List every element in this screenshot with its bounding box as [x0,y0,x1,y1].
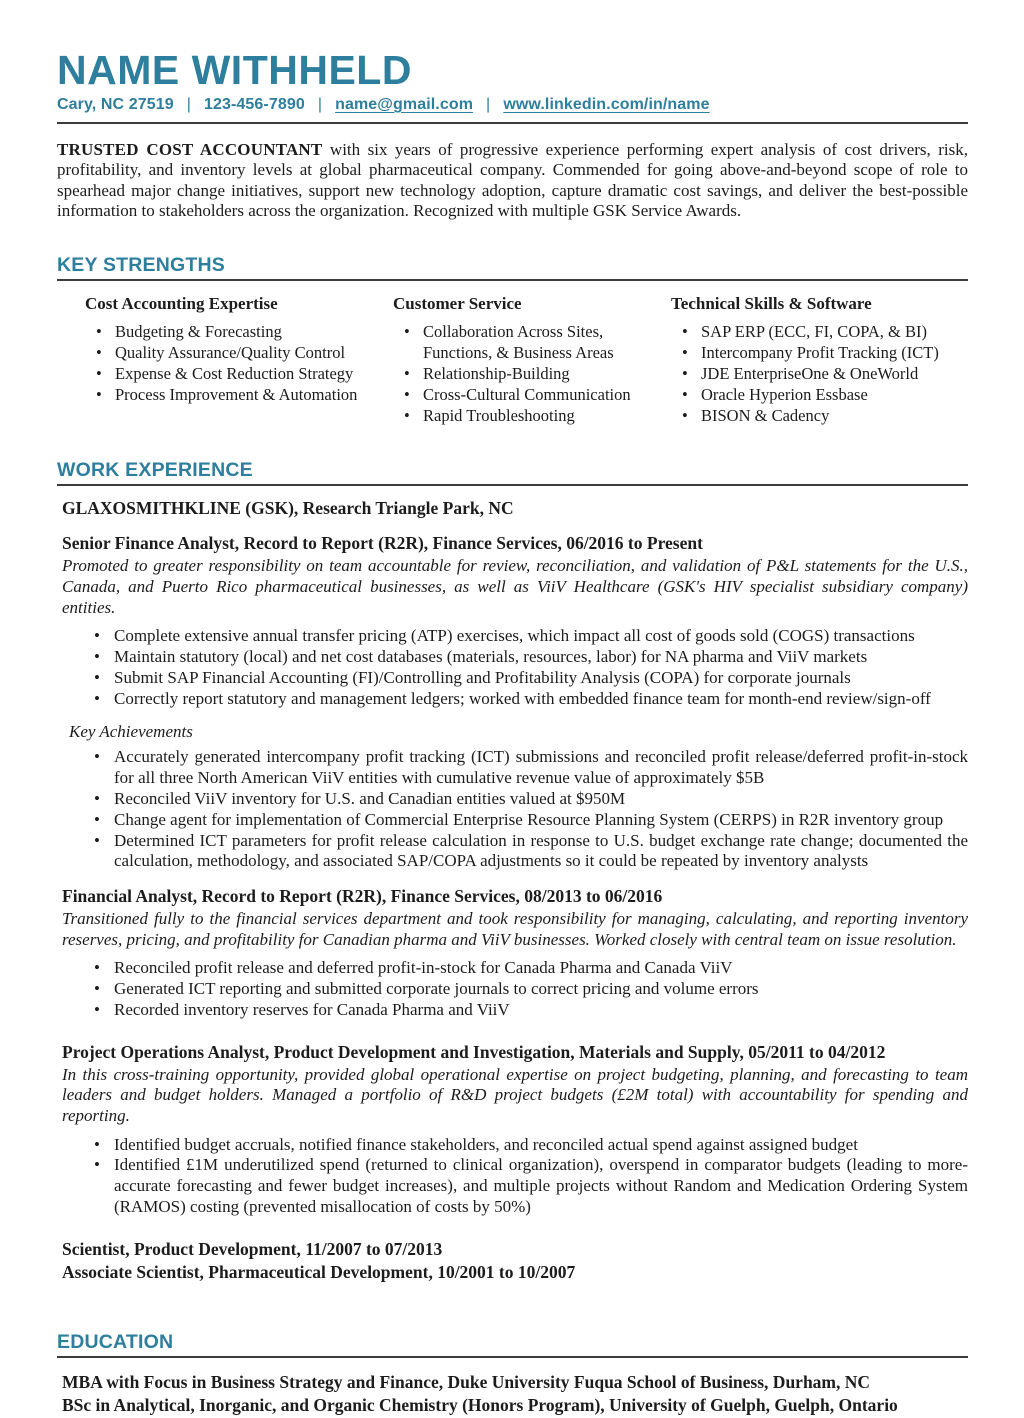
strength-item: • Intercompany Profit Tracking (ICT) [671,342,968,363]
job-bullet: • Submit SAP Financial Accounting (FI)/Controlling and Profitability Analysis (COPA) for corporate journals [92,668,968,689]
strength-item: • Expense & Cost Reduction Strategy [85,363,393,384]
company-line: GLAXOSMITHKLINE (GSK), Research Triangle Park, NC [62,498,514,519]
degree-line: BSc in Analytical, Inorganic, and Organic Chemistry (Honors Program), University of Guelph, Guelph, Ontario [62,1395,898,1416]
strengths-grid [57,294,968,426]
phone-text: 123-456-7890 [204,95,305,113]
job-bullet: • Correctly report statutory and management ledgers; worked with embedded finance team for month-end review/sign-off [92,689,968,710]
summary-lead: TRUSTED COST ACCOUNTANT [57,139,323,159]
strengths-column-cost-accounting [85,294,393,426]
job-bullet: • Identified budget accruals, notified finance stakeholders, and reconciled actual spend against assigned budget [92,1135,968,1156]
job-bullet: • Identified £1M underutilized spend (returned to clinical organization), overspend in comparator budgets (leading to more-accurate forecasting and fewer budget increases), and multiple projects without Random and Medication Ordering System (RAMOS) costing (prevented misallocation of costs by 50%) [92,1155,968,1217]
degree-line: MBA with Focus in Business Strategy and Finance, Duke University Fuqua School of Business, Durham, NC [62,1371,871,1392]
role-line: Associate Scientist, Pharmaceutical Development, 10/2001 to 10/2007 [62,1262,576,1283]
job-bullet-list [92,626,968,709]
contact-line [57,96,968,114]
job-bullet: • Generated ICT reporting and submitted corporate journals to correct pricing and volume errors [92,979,968,1000]
strength-item: • JDE EnterpriseOne & OneWorld [671,363,968,384]
job-bullet: • Complete extensive annual transfer pricing (ATP) exercises, which impact all cost of goods sold (COGS) transactions [92,626,968,647]
column-heading: Technical Skills & Software [671,294,872,314]
strength-item: • Cross-Cultural Communication [393,384,671,405]
job-financial-analyst [57,886,968,1021]
job-title: Senior Finance Analyst, Record to Report (R2R), Finance Services, 06/2016 to Present [62,533,703,554]
location-text: Cary, NC 27519 [57,95,174,113]
job-bullet: • Maintain statutory (local) and net cost databases (materials, resources, labor) for NA pharma and ViiV markets [92,647,968,668]
job-description: Transitioned fully to the financial services department and took responsibility for managing, calculating, and reporting inventory reserves, pricing, and profitability for Canadian pharma and ViiV businesses. Worked closely with central team on issue resolution. [62,909,968,949]
section-divider [57,279,968,281]
header-divider [57,122,968,124]
summary-text: with six years of progressive experience performing expert analysis of cost drivers, risk, profitability, and inventory levels at global pharmaceutical company. Commended for going above-and-beyond scope of role to spearhead major change initiatives, support new technology adoption, capture dramatic cost savings, and deliver the best-possible information to stakeholders across the organization. Recognized with multiple GSK Service Awards. [57,139,968,221]
other-roles [57,1238,968,1285]
header [57,47,968,124]
column-heading: Cost Accounting Expertise [85,294,278,314]
key-strengths-title: KEY STRENGTHS [57,254,226,277]
achievements-list [92,747,968,872]
summary-paragraph [57,140,968,222]
achievement-bullet: • Change agent for implementation of Commercial Enterprise Resource Planning System (CERPS) in R2R inventory group [92,810,968,831]
job-bullet-list [92,958,968,1020]
strength-item: • SAP ERP (ECC, FI, COPA, & BI) [671,321,968,342]
key-achievements-label: Key Achievements [69,722,193,742]
separator: | [186,95,191,113]
section-divider [57,1356,968,1358]
role-line: Scientist, Product Development, 11/2007 to 07/2013 [62,1238,443,1259]
strength-item: • Budgeting & Forecasting [85,321,393,342]
strengths-column-customer-service [393,294,671,426]
job-bullet: • Reconciled profit release and deferred profit-in-stock for Canada Pharma and Canada ViiV [92,958,968,979]
achievement-bullet: • Accurately generated intercompany profit tracking (ICT) submissions and reconciled profit release/deferred profit-in-stock for all three North American ViiV entities with cumulative revenue value of approximately $5B [92,747,968,789]
strength-item: • Collaboration Across Sites, Functions, & Business Areas [393,321,671,363]
section-education [57,1331,968,1418]
separator: | [317,95,323,113]
separator: | [486,95,491,113]
section-work-experience [57,459,968,1284]
job-description: In this cross-training opportunity, provided global operational expertise on project budgeting, planning, and forecasting to team leaders and budget holders. Managed a portfolio of R&D project budgets (£2M total) with accountability for spending and reporting. [62,1064,968,1125]
strengths-list [671,321,968,426]
strengths-list [85,321,393,405]
section-key-strengths [57,254,968,426]
section-divider [57,484,968,486]
column-heading: Customer Service [393,294,522,314]
linkedin-link[interactable]: www.linkedin.com/in/name [503,95,710,113]
key-achievements-block [57,722,968,872]
strengths-list [393,321,671,426]
strength-item: • Process Improvement & Automation [85,384,393,405]
job-title: Project Operations Analyst, Product Development and Investigation, Materials and Supply, 05/2011 to 04/2012 [62,1041,886,1062]
strength-item: • Relationship-Building [393,363,671,384]
email-link[interactable]: name@gmail.com [335,95,474,113]
job-bullet: • Recorded inventory reserves for Canada Pharma and ViiV [92,1000,968,1021]
strength-item: • Oracle Hyperion Essbase [671,384,968,405]
strength-item: • BISON & Cadency [671,405,968,426]
achievement-bullet: • Reconciled ViiV inventory for U.S. and Canadian entities valued at $950M [92,789,968,810]
education-title: EDUCATION [57,1330,174,1353]
job-project-operations-analyst [57,1042,968,1218]
page-title: NAME WITHHELD [57,47,412,93]
job-bullet-list [92,1135,968,1218]
job-title: Financial Analyst, Record to Report (R2R), Finance Services, 08/2013 to 06/2016 [62,886,663,907]
work-experience-title: WORK EXPERIENCE [57,459,253,482]
job-description: Promoted to greater responsibility on team accountable for review, reconciliation, and validation of P&L statements for the U.S., Canada, and Puerto Rico pharmaceutical businesses, as well as ViiV Healthcare (GSK's HIV specialist subsidiary company) entities. [62,556,968,617]
strength-item: • Quality Assurance/Quality Control [85,342,393,363]
strengths-column-technical-skills [671,294,968,426]
achievement-bullet: • Determined ICT parameters for profit release calculation in response to U.S. budget exchange rate change; documented the calculation, methodology, and associated SAP/COPA adjustments so it could be repeated by inventory analysts [92,831,968,873]
strength-item: • Rapid Troubleshooting [393,405,671,426]
degrees-list [57,1371,968,1418]
job-senior-finance-analyst [57,533,968,872]
